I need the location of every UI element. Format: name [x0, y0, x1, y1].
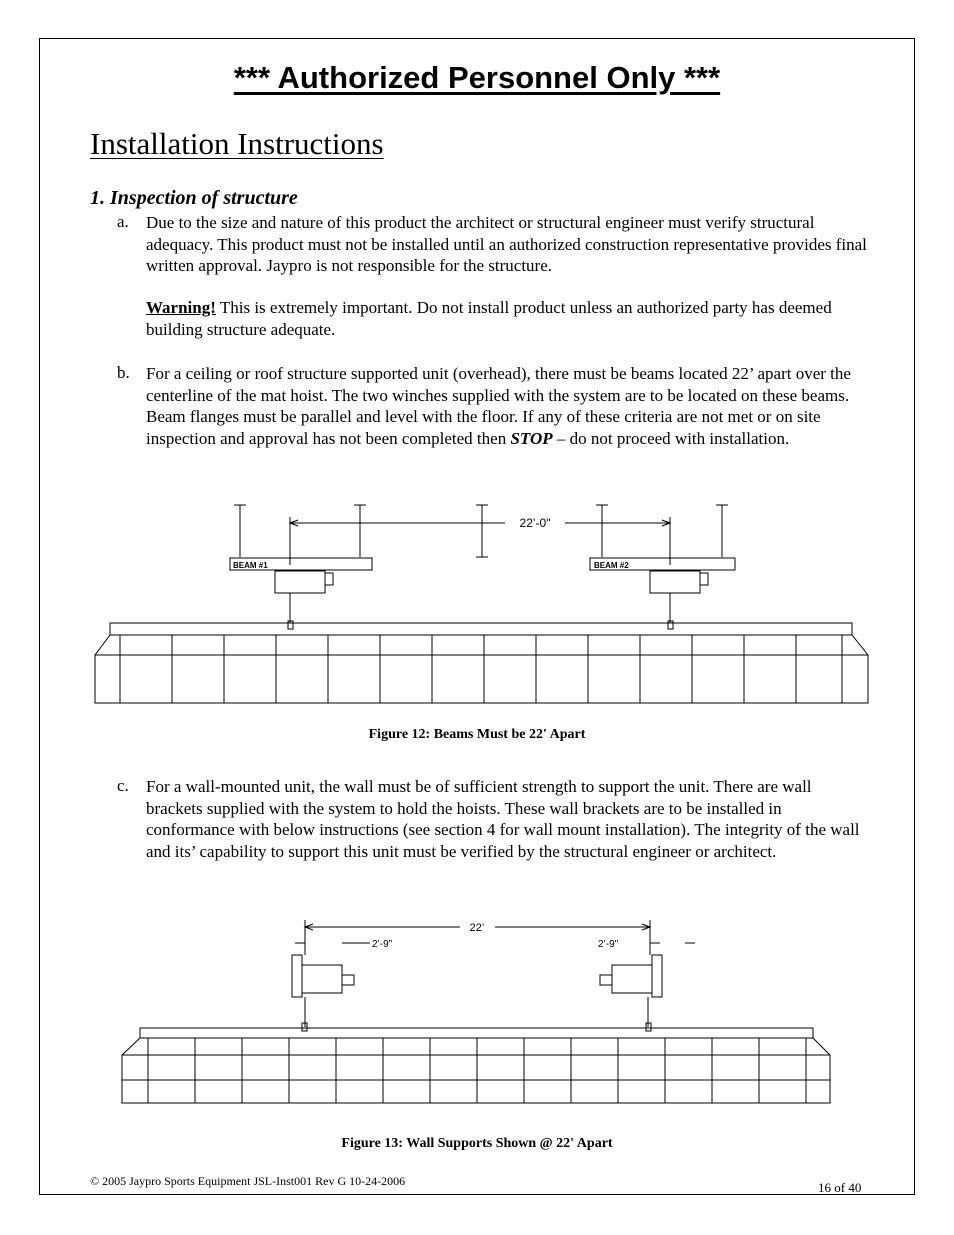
warning-label: Warning!	[146, 298, 216, 317]
item-b-text: For a ceiling or roof structure supported unit (overhead), there must be beams located 22’ apart over the centerline of the mat hoist. The two winches supplied with the system are to be located on these beams. Beam flanges must be parallel and level with the floor. If any of these criteria are not met or on site inspection and approval has not been completed then STOP – do not proceed with installation.	[146, 364, 851, 448]
item-c-text: For a wall-mounted unit, the wall must be of sufficient strength to support the unit. There are wall brackets supplied with the system to hold the hoists. These wall brackets are to be installed in conformance with below instructions (see section 4 for wall mount installation). The integrity of the wall and its’ capability to support this unit must be verified by the structural engineer or architect.	[146, 777, 860, 861]
warning-text: This is extremely important. Do not install product unless an authorized party has deemed building structure adequate.	[146, 298, 832, 339]
figure-13-diagram	[120, 915, 835, 1110]
page-number: 16 of 40	[818, 1180, 862, 1195]
figure-12-diagram	[90, 495, 870, 710]
item-a-text: Due to the size and nature of this product the architect or structural engineer must verify structural adequacy. This product must not be installed until an authorized construction representative provides final written approval. Jaypro is not responsible for the structure.	[146, 213, 867, 275]
beam-2-label: BEAM #2	[594, 561, 629, 570]
item-a-marker: a.	[117, 212, 129, 231]
footer-copyright: © 2005 Jaypro Sports Equipment JSL-Inst001 Rev G 10-24-2006	[90, 1174, 406, 1188]
figure-13-dimension: 22’	[469, 922, 485, 934]
section-heading: 1. Inspection of structure	[90, 187, 298, 209]
authorized-banner: *** Authorized Personnel Only ***	[233, 60, 721, 95]
item-b-marker: b.	[117, 363, 130, 382]
item-c-marker: c.	[117, 776, 129, 795]
left-offset-label: 2’-9"	[372, 939, 393, 950]
warning-paragraph	[146, 297, 871, 340]
stop-word: STOP	[510, 428, 553, 448]
page-title: Installation Instructions	[90, 126, 384, 161]
figure-13-caption: Figure 13: Wall Supports Shown @ 22' Apart	[341, 1136, 613, 1151]
figure-12-caption: Figure 12: Beams Must be 22' Apart	[368, 727, 586, 742]
beam-1-label: BEAM #1	[233, 561, 268, 570]
right-offset-label: 2’-9"	[598, 939, 619, 950]
figure-12-dimension: 22’-0"	[519, 516, 551, 530]
